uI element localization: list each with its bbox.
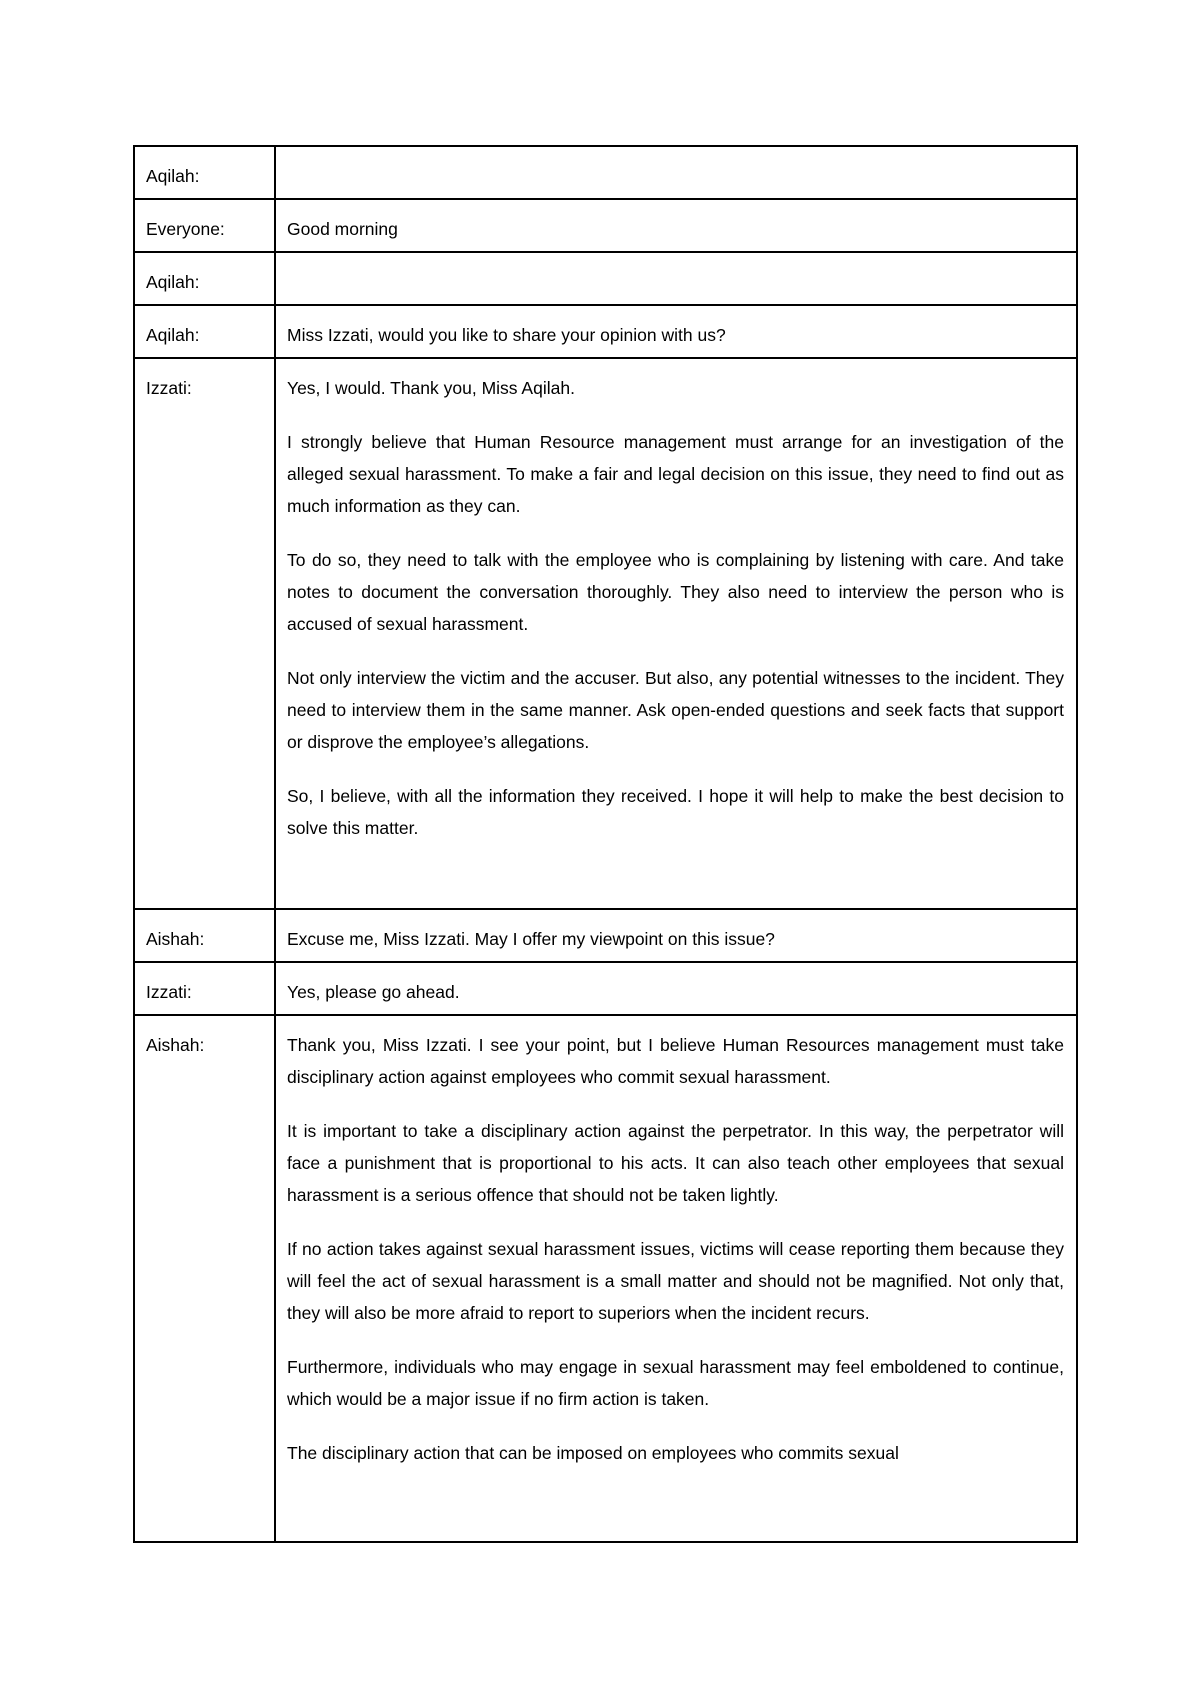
speaker-name: Everyone: (146, 219, 225, 239)
dialogue-cell (275, 962, 1077, 1015)
dialogue-text: Good morning (287, 219, 398, 239)
speaker-cell (134, 358, 275, 909)
dialogue-paragraph: Furthermore, individuals who may engage in sexual harassment may feel emboldened to continue, which would be a major issue if no firm action is taken. (287, 1357, 1064, 1409)
dialogue-row (134, 199, 1077, 252)
dialogue-cell (275, 305, 1077, 358)
dialogue-row (134, 305, 1077, 358)
dialogue-text: Yes, please go ahead. (287, 982, 460, 1002)
dialogue-paragraph: So, I believe, with all the information they received. I hope it will help to make the best decision to solve this matter. (287, 786, 1064, 838)
speaker-cell (134, 252, 275, 305)
dialogue-paragraph: Thank you, Miss Izzati. I see your point, but I believe Human Resources management must take disciplinary action against employees who commit sexual harassment. (287, 1035, 1064, 1087)
dialogue-paragraph: If no action takes against sexual harassment issues, victims will cease reporting them because they will feel the act of sexual harassment is a small matter and should not be magnified. Not only that, they will also be more afraid to report to superiors when the incident recurs. (287, 1239, 1064, 1323)
dialogue-row (134, 909, 1077, 962)
speaker-name: Aqilah: (146, 325, 200, 345)
speaker-cell (134, 305, 275, 358)
speaker-cell (134, 909, 275, 962)
dialogue-cell (275, 146, 1077, 199)
dialogue-paragraph: It is important to take a disciplinary action against the perpetrator. In this way, the perpetrator will face a punishment that is proportional to his acts. It can also teach other employees that sexual harassment is a serious offence that should not be taken lightly. (287, 1121, 1064, 1205)
speaker-cell (134, 962, 275, 1015)
dialogue-text: Excuse me, Miss Izzati. May I offer my viewpoint on this issue? (287, 929, 775, 949)
dialogue-paragraph: To do so, they need to talk with the employee who is complaining by listening with care. And take notes to document the conversation thoroughly. They also need to interview the person who is accused of sexual harassment. (287, 550, 1064, 634)
dialogue-row (134, 1015, 1077, 1542)
speaker-cell (134, 1015, 275, 1542)
dialogue-row (134, 358, 1077, 909)
dialogue-text: Miss Izzati, would you like to share your opinion with us? (287, 325, 726, 345)
dialogue-cell (275, 252, 1077, 305)
dialogue-table (133, 145, 1078, 1543)
speaker-name: Aishah: (146, 1035, 205, 1055)
speaker-cell (134, 146, 275, 199)
dialogue-cell (275, 358, 1077, 909)
dialogue-row (134, 252, 1077, 305)
dialogue-paragraph: The disciplinary action that can be imposed on employees who commits sexual (287, 1443, 899, 1463)
speaker-name: Aqilah: (146, 166, 200, 186)
speaker-name: Izzati: (146, 982, 192, 1002)
speaker-cell (134, 199, 275, 252)
dialogue-paragraph: Yes, I would. Thank you, Miss Aqilah. (287, 378, 575, 398)
speaker-name: Izzati: (146, 378, 192, 398)
dialogue-row (134, 962, 1077, 1015)
dialogue-paragraph: Not only interview the victim and the accuser. But also, any potential witnesses to the incident. They need to interview them in the same manner. Ask open-ended questions and seek facts that support or disprove the employee’s allegations. (287, 668, 1064, 752)
dialogue-cell (275, 1015, 1077, 1542)
speaker-name: Aishah: (146, 929, 205, 949)
dialogue-paragraph: I strongly believe that Human Resource management must arrange for an investigation of the alleged sexual harassment. To make a fair and legal decision on this issue, they need to find out as much information as they can. (287, 432, 1064, 516)
dialogue-cell (275, 199, 1077, 252)
speaker-name: Aqilah: (146, 272, 200, 292)
dialogue-cell (275, 909, 1077, 962)
dialogue-row (134, 146, 1077, 199)
